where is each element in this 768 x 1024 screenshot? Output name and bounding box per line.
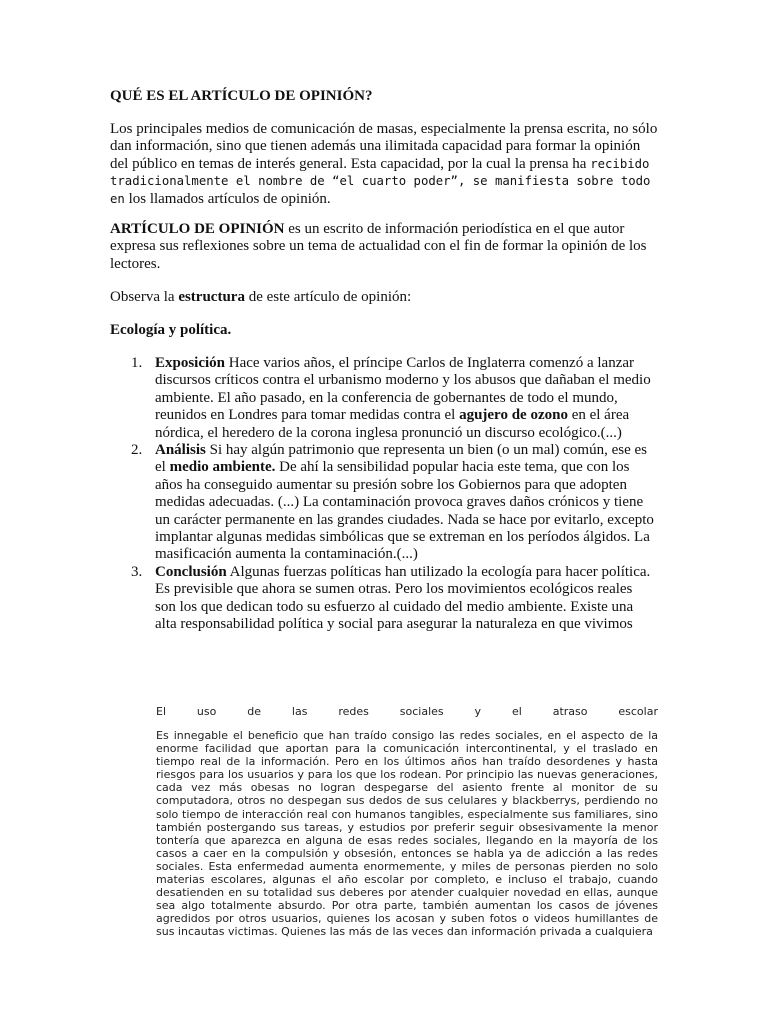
article-subtitle: Ecología y política. [110,322,232,338]
structure-list [131,355,655,634]
list-item-text-end: De ahí la sensibilidad popular hacia este tema, que con los años ha conseguido aumentar su presión sobre los Gobiernos para que adopten medidas adecuadas. (...) La contaminación provoca graves daños crónicos y tiene un carácter permanente en las grandes ciudades. Nada se hace por evitarlo, excepto implantar algunas medidas simbólicas que se extreman en los períodos álgidos. La masificación aumenta la contaminación.(...) [155,459,654,563]
list-item-label: Exposición [155,355,226,371]
list-item-text: Algunas fuerzas políticas han utilizado la ecología para hacer política. Es previsible que ahora se sumen otras. Pero los movimientos ecológicos reales son los que dedican todo su esfuerzo al cuidado del medio ambiente. Existe una alta responsabilidad política y social para asegurar la naturaleza en que vivimos [155,563,651,633]
list-item-bold: agujero de ozono [459,407,568,424]
definition-text: es un escrito de información periodística en el que autor expresa sus reflexiones sobre un tema de actualidad con el fin de formar la opinión de los lectores. [110,221,647,272]
intro-text-3: los llamados artículos de opinión. [124,190,331,207]
list-item [131,355,655,442]
list-item-label: Análisis [155,442,206,459]
list-item-label: Conclusión [155,563,227,580]
intro-text-1: Los principales medios de comunicación de masas, especialmente la prensa escrita, no sólo dan información, sino que tienen además una ilimitada capacidad para formar la opinión del público en temas de interés general. Esta capacidad, por la cual la prensa ha [110,121,658,172]
list-item [131,563,655,634]
intro-text-2: recibido tradicionalmente el nombre de “el cuarto poder”, se manifiesta sobre todo en [110,156,651,206]
list-item [131,442,655,564]
list-item-text: Hace varios años, el príncipe Carlos de Inglaterra comenzó a lanzar discursos críticos contra el urbanismo moderno y los abusos que dañaban el medio ambiente. El año pasado, en la conferencia de gobernantes de todo el mundo, reunidos en Londres para tomar medidas contra el [155,355,651,424]
structure-line [110,289,658,306]
second-article-title: El uso de las redes sociales y el atraso escolar [156,705,658,718]
list-item-text: Si hay algún patrimonio que representa un bien (o un mal) común, ese es el [155,442,647,476]
structure-bold: estructura [178,289,245,305]
list-item-bold: medio ambiente. [169,459,276,476]
list-item-number: 2. [131,442,143,459]
page-title: QUÉ ES EL ARTÍCULO DE OPINIÓN? [110,88,373,104]
intro-paragraph [110,121,658,208]
second-article-body: Es innegable el beneficio que han traído consigo las redes sociales, en el aspecto de la enorme facilidad que aportan para la comunicación intercontinental, y el traslado en tiempo real de la información. Pero en los últimos años han traído desordenes y hasta riesgos para los usuarios y para los que los rodean. Por principio las nuevas generaciones, cada vez más obesas no logran despegarse del asiento frente al monitor de su computadora, otros no despegan sus dedos de sus celulares y blackberrys, perdiendo no solo tiempo de interacción real con humanos tangibles, especialmente sus familiares, sino también postergando sus tareas, y estudios por preferir seguir obsesivamente la menor tontería que aparezca en alguna de esas redes sociales, llegando en la mayoría de los casos a caer en la compulsión y obsesión, entonces se habla ya de adicción a las redes sociales. Esta enfermedad aumenta enormemente, y miles de personas pierden no solo materias escolares, algunas el año escolar por completo, e incluso el trabajo, cuando desatienden en su totalidad sus deberes por atender cualquier novedad en ellas, aunque sea algo totalmente absurdo. Por otra parte, también aumentan los casos de jóvenes agredidos por otros usuarios, quienes los acosan y suben fotos o videos humillantes de sus incautas victimas. Quienes las más de las veces dan información privada a cualquiera [156,729,658,939]
list-item-number: 1. [131,355,143,371]
structure-after: de este artículo de opinión: [244,289,412,305]
definition-paragraph [110,221,658,273]
list-item-number: 3. [131,563,143,580]
definition-term: ARTÍCULO DE OPINIÓN [110,221,285,237]
structure-before: Observa la [110,289,179,305]
list-item-text-end: en el área nórdica, el heredero de la corona inglesa pronunció un discurso ecológico.(...) [155,407,630,441]
